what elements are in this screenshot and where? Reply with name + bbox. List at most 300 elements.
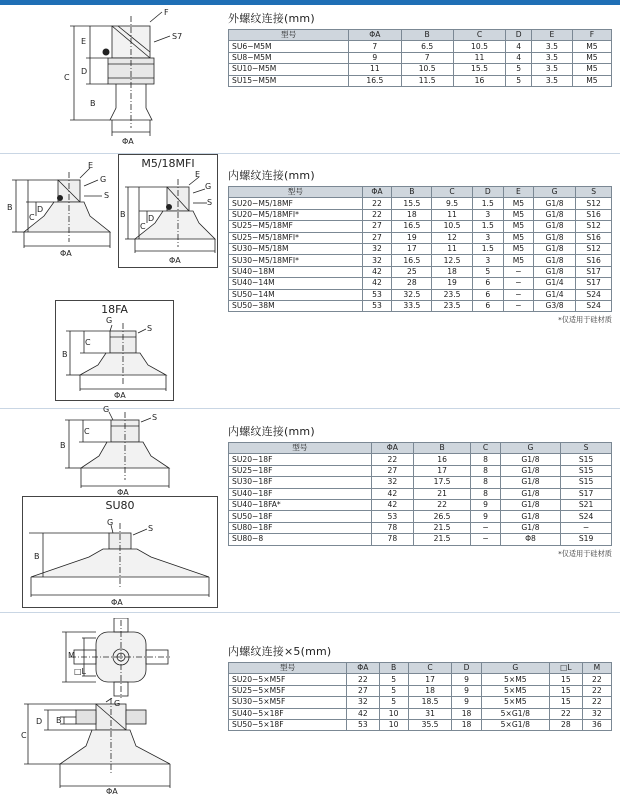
value-cell: 3 <box>472 255 503 266</box>
value-cell: − <box>503 266 533 277</box>
value-cell: 21.5 <box>413 522 470 533</box>
value-cell: 21.5 <box>413 534 470 545</box>
value-cell: 16 <box>453 75 505 86</box>
value-cell: M5 <box>503 209 533 220</box>
value-cell: 6 <box>472 289 503 300</box>
model-cell: SU30−18F <box>229 477 372 488</box>
value-cell: 22 <box>371 454 413 465</box>
value-cell: 27 <box>362 232 392 243</box>
label-g: G <box>114 699 121 708</box>
drawing-female-thread <box>55 404 175 496</box>
model-cell: SU25−M5/18MF <box>229 221 363 232</box>
value-cell: G1/8 <box>500 522 560 533</box>
label-s: S <box>152 413 158 422</box>
model-cell: SU20−M5/18MF <box>229 198 363 209</box>
value-cell: 9 <box>452 685 481 696</box>
value-cell: 8 <box>471 454 501 465</box>
column-header: ΦA <box>349 30 401 41</box>
value-cell: 5 <box>379 674 408 685</box>
top-accent-bar <box>0 0 620 5</box>
label-b: B <box>90 99 96 108</box>
value-cell: 5×M5 <box>481 685 549 696</box>
drawing-title: M5/18MFI <box>141 157 195 170</box>
label-e: E <box>195 170 201 179</box>
value-cell: 15.5 <box>392 198 432 209</box>
value-cell: 53 <box>347 719 379 730</box>
value-cell: 11.5 <box>401 75 453 86</box>
column-header: 型号 <box>229 187 363 198</box>
value-cell: 6 <box>472 300 503 311</box>
value-cell: 8 <box>471 465 501 476</box>
value-cell: 42 <box>362 278 392 289</box>
value-cell: 10.5 <box>453 41 505 52</box>
value-cell: M5 <box>572 41 611 52</box>
model-cell: SU50−38M <box>229 300 363 311</box>
spec-table <box>228 662 612 731</box>
value-cell: 3.5 <box>532 64 573 75</box>
model-cell: SU80−8 <box>229 534 372 545</box>
label-phia: ΦA <box>111 598 123 607</box>
value-cell: 1.5 <box>472 198 503 209</box>
value-cell: 32 <box>347 697 379 708</box>
model-cell: SU20−18F <box>229 454 372 465</box>
value-cell: 78 <box>371 534 413 545</box>
value-cell: 7 <box>401 52 453 63</box>
value-cell: 35.5 <box>408 719 452 730</box>
value-cell: 5 <box>506 64 532 75</box>
value-cell: S19 <box>561 534 612 545</box>
drawing-x5-side-view <box>20 698 200 796</box>
value-cell: 3.5 <box>532 52 573 63</box>
value-cell: G1/8 <box>500 465 560 476</box>
value-cell: 32 <box>362 243 392 254</box>
value-cell: 11 <box>432 209 472 220</box>
label-s: S <box>104 191 110 200</box>
value-cell: 9 <box>452 697 481 708</box>
value-cell: 27 <box>362 221 392 232</box>
table-row <box>229 477 612 488</box>
value-cell: G1/8 <box>500 511 560 522</box>
model-cell: SU80−18F <box>229 522 372 533</box>
value-cell: S12 <box>576 198 612 209</box>
model-cell: SU30−M5/18M <box>229 243 363 254</box>
column-header: ΦA <box>362 187 392 198</box>
label-d: D <box>36 717 43 726</box>
value-cell: 42 <box>371 488 413 499</box>
value-cell: S17 <box>576 278 612 289</box>
value-cell: − <box>503 300 533 311</box>
model-cell: SU6−M5M <box>229 41 349 52</box>
value-cell: 17.5 <box>413 477 470 488</box>
model-cell: SU50−5×18F <box>229 719 347 730</box>
section-title: 外螺纹连接(mm) <box>228 12 315 25</box>
value-cell: M5 <box>572 75 611 86</box>
table-row <box>229 708 612 719</box>
column-header: M <box>582 663 611 674</box>
divider <box>0 153 620 154</box>
value-cell: 17 <box>413 465 470 476</box>
column-header: □L <box>550 663 583 674</box>
value-cell: 9 <box>452 674 481 685</box>
drawing-m5-18mfi <box>118 154 218 268</box>
table-body <box>229 198 612 312</box>
value-cell: 3.5 <box>532 41 573 52</box>
value-cell: M5 <box>572 64 611 75</box>
value-cell: 5×G1/8 <box>481 719 549 730</box>
drawing-su80 <box>22 496 218 608</box>
label-d: D <box>148 214 155 223</box>
value-cell: 18 <box>408 685 452 696</box>
table-row <box>229 719 612 730</box>
value-cell: G1/8 <box>500 499 560 510</box>
value-cell: 42 <box>347 708 379 719</box>
column-header: G <box>481 663 549 674</box>
value-cell: 12 <box>432 232 472 243</box>
label-b: B <box>7 203 13 212</box>
label-s7: S7 <box>172 32 183 41</box>
label-b: B <box>34 552 40 561</box>
value-cell: 25 <box>392 266 432 277</box>
value-cell: S24 <box>561 511 612 522</box>
label-g: G <box>106 316 113 325</box>
value-cell: 6 <box>472 278 503 289</box>
label-c: C <box>84 427 90 436</box>
value-cell: 23.5 <box>432 300 472 311</box>
drawing-18fa <box>55 300 174 401</box>
model-cell: SU25−18F <box>229 465 372 476</box>
label-c: C <box>21 731 27 740</box>
value-cell: M5 <box>572 52 611 63</box>
table-row <box>229 674 612 685</box>
drawing-x5-top-view <box>60 618 170 704</box>
value-cell: − <box>471 522 501 533</box>
value-cell: G1/8 <box>533 209 575 220</box>
divider <box>0 612 620 613</box>
column-header: S <box>561 443 612 454</box>
model-cell: SU50−14M <box>229 289 363 300</box>
value-cell: 3 <box>472 209 503 220</box>
value-cell: 32.5 <box>392 289 432 300</box>
value-cell: 17 <box>392 243 432 254</box>
value-cell: G1/8 <box>500 454 560 465</box>
drawing-title: 18FA <box>101 303 128 316</box>
model-cell: SU8−M5M <box>229 52 349 63</box>
value-cell: 10.5 <box>401 64 453 75</box>
value-cell: 22 <box>582 697 611 708</box>
table-row <box>229 41 612 52</box>
value-cell: 12.5 <box>432 255 472 266</box>
section-internal-thread-1 <box>228 167 612 325</box>
column-header: C <box>432 187 472 198</box>
value-cell: 22 <box>582 674 611 685</box>
value-cell: 17 <box>408 674 452 685</box>
value-cell: S24 <box>576 289 612 300</box>
table-row <box>229 289 612 300</box>
value-cell: 15 <box>550 685 583 696</box>
value-cell: G1/8 <box>500 477 560 488</box>
table-row <box>229 75 612 86</box>
value-cell: 15.5 <box>453 64 505 75</box>
spec-table <box>228 442 612 546</box>
table-body <box>229 674 612 731</box>
value-cell: 18 <box>452 708 481 719</box>
label-b: B <box>120 210 126 219</box>
value-cell: − <box>561 522 612 533</box>
table-note: *仅适用于硅材质 <box>558 315 612 325</box>
section-title: 内螺纹连接(mm) <box>228 169 315 182</box>
table-header-row <box>229 187 612 198</box>
value-cell: 32 <box>362 255 392 266</box>
value-cell: 9 <box>471 511 501 522</box>
value-cell: S24 <box>576 300 612 311</box>
value-cell: 27 <box>371 465 413 476</box>
label-g: G <box>100 175 107 184</box>
value-cell: S15 <box>561 477 612 488</box>
value-cell: S17 <box>576 266 612 277</box>
label-phia: ΦA <box>114 391 126 400</box>
column-header: E <box>503 187 533 198</box>
table-body <box>229 454 612 545</box>
value-cell: G1/4 <box>533 278 575 289</box>
value-cell: 5×G1/8 <box>481 708 549 719</box>
value-cell: 53 <box>362 289 392 300</box>
spec-table <box>228 186 612 312</box>
value-cell: G1/8 <box>533 221 575 232</box>
model-cell: SU30−M5/18MFI* <box>229 255 363 266</box>
column-header: 型号 <box>229 663 347 674</box>
value-cell: S15 <box>561 465 612 476</box>
table-header-row <box>229 443 612 454</box>
value-cell: S15 <box>561 454 612 465</box>
label-phia: ΦA <box>106 787 118 796</box>
table-row <box>229 64 612 75</box>
label-g: G <box>103 405 110 414</box>
value-cell: 22 <box>413 499 470 510</box>
section-internal-thread-2 <box>228 423 612 559</box>
label-b: B <box>60 441 66 450</box>
table-header-row <box>229 663 612 674</box>
column-header: 型号 <box>229 30 349 41</box>
model-cell: SU10−M5M <box>229 64 349 75</box>
value-cell: 53 <box>371 511 413 522</box>
label-phia: ΦA <box>60 249 72 258</box>
value-cell: 5 <box>379 685 408 696</box>
label-phia: ΦA <box>169 256 181 265</box>
table-row <box>229 488 612 499</box>
value-cell: G1/4 <box>533 289 575 300</box>
value-cell: 22 <box>582 685 611 696</box>
table-row <box>229 209 612 220</box>
value-cell: 19 <box>432 278 472 289</box>
column-header: D <box>506 30 532 41</box>
model-cell: SU40−18FA* <box>229 499 372 510</box>
value-cell: 4 <box>506 41 532 52</box>
value-cell: M5 <box>503 232 533 243</box>
label-b: B <box>62 350 68 359</box>
section-title: 内螺纹连接(mm) <box>228 425 315 438</box>
label-square-l: □L <box>74 667 87 676</box>
value-cell: 9 <box>471 499 501 510</box>
label-f: F <box>164 8 169 17</box>
value-cell: 5×M5 <box>481 697 549 708</box>
value-cell: 7 <box>349 41 401 52</box>
value-cell: 16.5 <box>349 75 401 86</box>
column-header: G <box>533 187 575 198</box>
table-row <box>229 522 612 533</box>
table-row <box>229 534 612 545</box>
value-cell: 36 <box>582 719 611 730</box>
value-cell: 22 <box>550 708 583 719</box>
label-b: B <box>56 716 62 725</box>
label-c: C <box>140 222 146 231</box>
value-cell: 22 <box>347 674 379 685</box>
label-g: G <box>107 518 114 527</box>
model-cell: SU40−14M <box>229 278 363 289</box>
value-cell: M5 <box>503 221 533 232</box>
table-row <box>229 266 612 277</box>
section-internal-thread-x5 <box>228 643 612 731</box>
value-cell: 3 <box>472 232 503 243</box>
model-cell: SU20−M5/18MFI* <box>229 209 363 220</box>
column-header: S <box>576 187 612 198</box>
value-cell: 15 <box>550 674 583 685</box>
label-d: D <box>37 205 44 214</box>
value-cell: 5 <box>506 75 532 86</box>
table-body <box>229 41 612 87</box>
column-header: D <box>472 187 503 198</box>
label-g: G <box>205 182 212 191</box>
value-cell: 6.5 <box>401 41 453 52</box>
value-cell: 78 <box>371 522 413 533</box>
model-cell: SU15−M5M <box>229 75 349 86</box>
model-cell: SU25−5×M5F <box>229 685 347 696</box>
value-cell: 42 <box>371 499 413 510</box>
value-cell: 16.5 <box>392 255 432 266</box>
value-cell: 1.5 <box>472 221 503 232</box>
value-cell: 8 <box>471 488 501 499</box>
table-row <box>229 499 612 510</box>
column-header: ΦA <box>371 443 413 454</box>
value-cell: S12 <box>576 243 612 254</box>
value-cell: S21 <box>561 499 612 510</box>
value-cell: 32 <box>582 708 611 719</box>
label-s: S <box>207 198 213 207</box>
value-cell: M5 <box>503 198 533 209</box>
label-m: M <box>68 651 75 660</box>
model-cell: SU40−5×18F <box>229 708 347 719</box>
value-cell: S17 <box>561 488 612 499</box>
value-cell: M5 <box>503 255 533 266</box>
section-external-thread <box>228 10 612 87</box>
value-cell: 11 <box>349 64 401 75</box>
value-cell: − <box>503 289 533 300</box>
value-cell: 19 <box>392 232 432 243</box>
label-phia: ΦA <box>117 488 129 496</box>
value-cell: 10.5 <box>432 221 472 232</box>
table-header-row <box>229 30 612 41</box>
value-cell: 9 <box>349 52 401 63</box>
label-d: D <box>81 67 88 76</box>
value-cell: 18.5 <box>408 697 452 708</box>
column-header: B <box>392 187 432 198</box>
value-cell: 32 <box>371 477 413 488</box>
column-header: C <box>453 30 505 41</box>
value-cell: M5 <box>503 243 533 254</box>
table-row <box>229 300 612 311</box>
column-header: ΦA <box>347 663 379 674</box>
value-cell: 26.5 <box>413 511 470 522</box>
table-row <box>229 454 612 465</box>
value-cell: 23.5 <box>432 289 472 300</box>
value-cell: 16 <box>413 454 470 465</box>
table-row <box>229 232 612 243</box>
value-cell: G1/8 <box>533 243 575 254</box>
column-header: E <box>532 30 573 41</box>
value-cell: 22 <box>362 209 392 220</box>
column-header: G <box>500 443 560 454</box>
value-cell: G3/8 <box>533 300 575 311</box>
label-s: S <box>147 324 153 333</box>
model-cell: SU40−18F <box>229 488 372 499</box>
value-cell: 22 <box>362 198 392 209</box>
table-row <box>229 511 612 522</box>
value-cell: 18 <box>452 719 481 730</box>
table-row <box>229 697 612 708</box>
value-cell: 11 <box>432 243 472 254</box>
value-cell: 21 <box>413 488 470 499</box>
value-cell: G1/8 <box>533 255 575 266</box>
model-cell: SU20−5×M5F <box>229 674 347 685</box>
table-row <box>229 278 612 289</box>
table-row <box>229 243 612 254</box>
column-header: B <box>413 443 470 454</box>
table-row <box>229 198 612 209</box>
value-cell: 53 <box>362 300 392 311</box>
label-e: E <box>81 37 87 46</box>
column-header: F <box>572 30 611 41</box>
column-header: B <box>379 663 408 674</box>
table-row <box>229 221 612 232</box>
label-c: C <box>85 338 91 347</box>
column-header: 型号 <box>229 443 372 454</box>
value-cell: 10 <box>379 719 408 730</box>
value-cell: 15 <box>550 697 583 708</box>
value-cell: 28 <box>550 719 583 730</box>
table-row <box>229 465 612 476</box>
value-cell: 27 <box>347 685 379 696</box>
model-cell: SU30−5×M5F <box>229 697 347 708</box>
table-row <box>229 685 612 696</box>
value-cell: 3.5 <box>532 75 573 86</box>
column-header: C <box>408 663 452 674</box>
model-cell: SU25−M5/18MFI* <box>229 232 363 243</box>
value-cell: S16 <box>576 232 612 243</box>
column-header: B <box>401 30 453 41</box>
value-cell: − <box>503 278 533 289</box>
column-header: D <box>452 663 481 674</box>
value-cell: G1/8 <box>500 488 560 499</box>
label-c: C <box>64 73 70 82</box>
spec-table <box>228 29 612 87</box>
value-cell: 28 <box>392 278 432 289</box>
model-cell: SU50−18F <box>229 511 372 522</box>
value-cell: 4 <box>506 52 532 63</box>
value-cell: 10 <box>379 708 408 719</box>
value-cell: 8 <box>471 477 501 488</box>
label-s: S <box>148 524 154 533</box>
value-cell: 5×M5 <box>481 674 549 685</box>
table-row <box>229 255 612 266</box>
